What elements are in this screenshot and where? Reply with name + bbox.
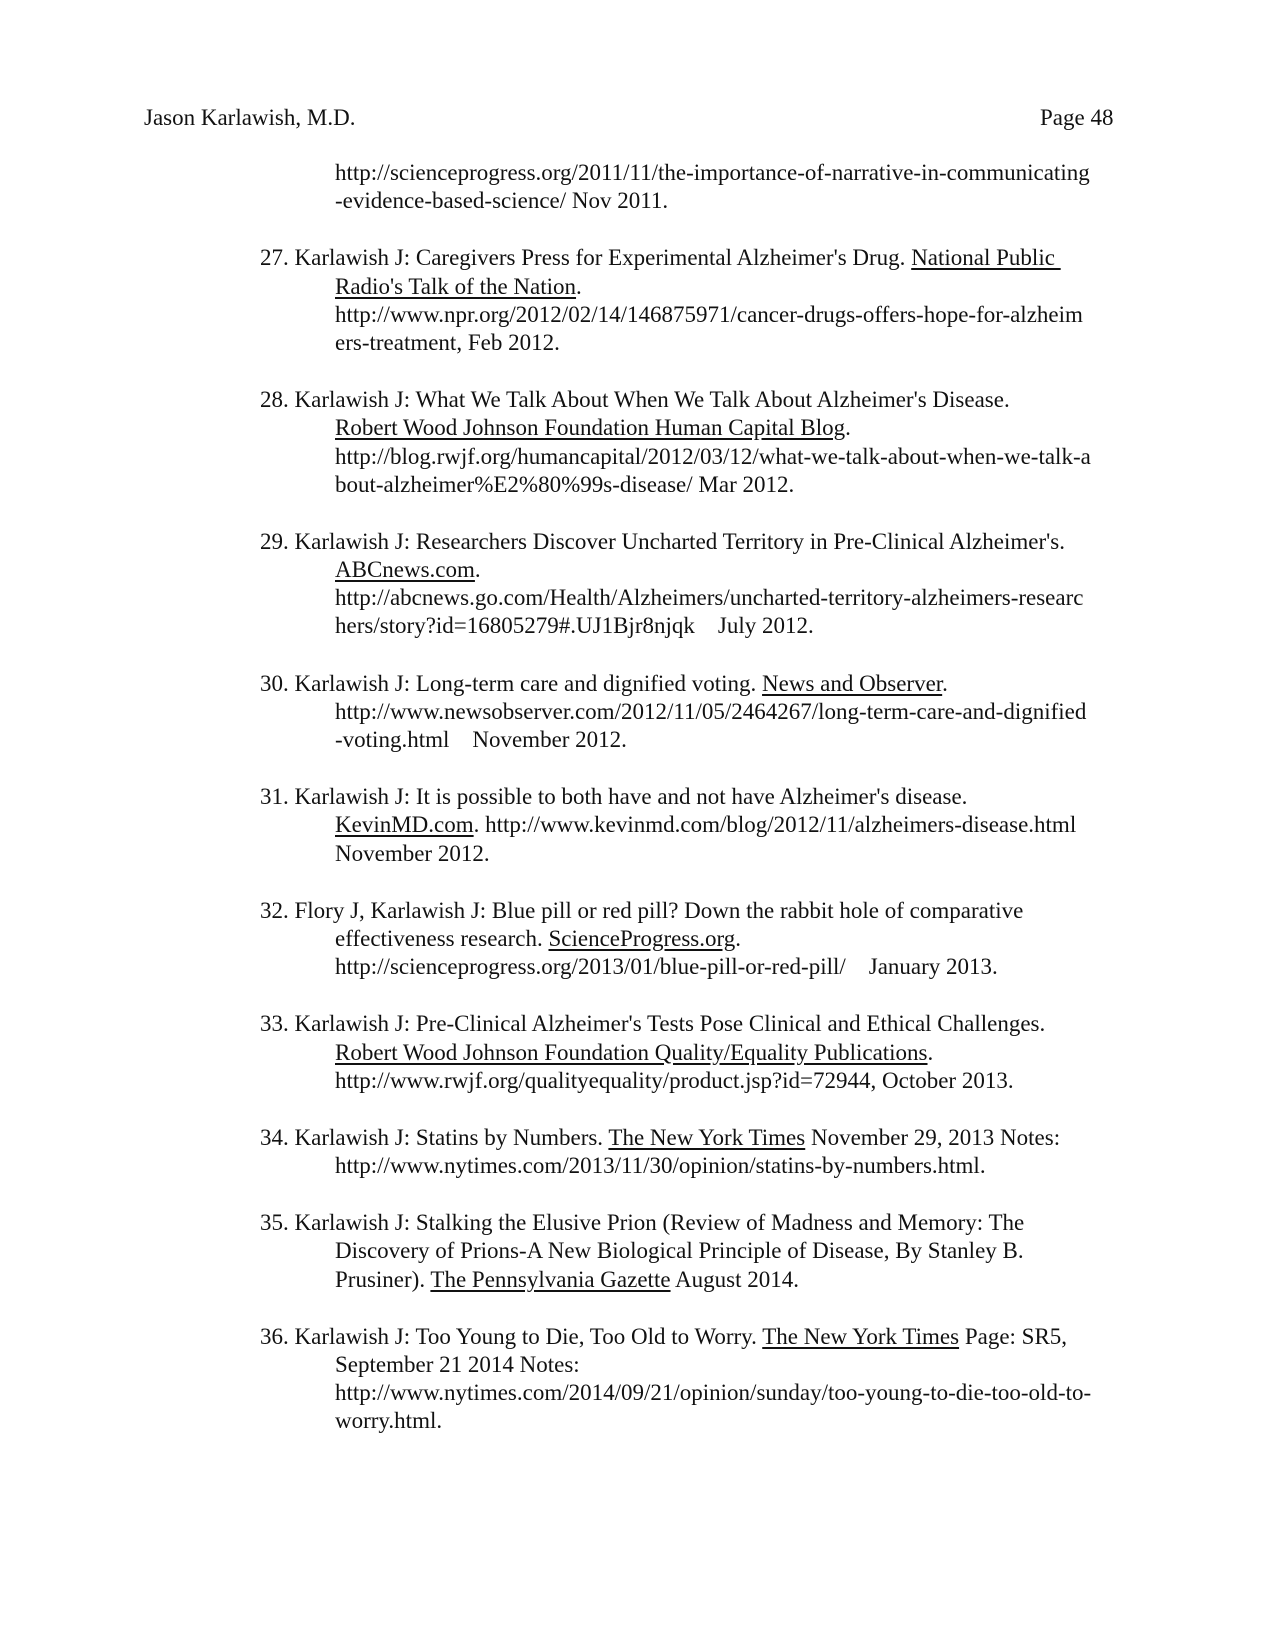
- publication-entry: [260, 528, 1160, 641]
- entry-text: http://abcnews.go.com/Health/Alzheimers/uncharted-territory-alzheimers-researc: [335, 585, 1084, 611]
- entry-line: [260, 897, 1160, 925]
- entry-text: .: [474, 557, 481, 583]
- entry-text: Karlawish J: Too Young to Die, Too Old to Worry.: [294, 1323, 763, 1349]
- publication-entry: [260, 1209, 1160, 1294]
- publication-source: KevinMD.com: [335, 812, 474, 838]
- publication-source: News and Observer: [762, 670, 943, 696]
- entry-line: [260, 783, 1160, 811]
- header-author: Jason Karlawish, M.D.: [144, 105, 356, 130]
- entry-text: http://scienceprogress.org/2013/01/blue-pill-or-red-pill/ January 2013.: [335, 954, 998, 980]
- entry-line: [260, 1209, 1160, 1237]
- publication-source: Robert Wood Johnson Foundation Human Capital Blog: [335, 415, 846, 441]
- entry-line: [260, 1351, 1160, 1379]
- entry-number: 36.: [260, 1323, 289, 1349]
- entry-number: 34.: [260, 1124, 289, 1150]
- entry-line: [260, 811, 1160, 839]
- entry-gap: [260, 1095, 1160, 1124]
- publication-source: The Pennsylvania Gazette: [430, 1266, 671, 1292]
- entry-gap: [260, 754, 1160, 783]
- entry-text: http://www.nytimes.com/2013/11/30/opinion/statins-by-numbers.html.: [335, 1153, 986, 1179]
- entry-line: [260, 1039, 1160, 1067]
- entry-line: [260, 273, 1160, 301]
- entry-text: -voting.html November 2012.: [335, 727, 627, 752]
- entry-text: http://www.npr.org/2012/02/14/146875971/cancer-drugs-offers-hope-for-alzheim: [335, 301, 1083, 327]
- entry-text: Karlawish J: Pre-Clinical Alzheimer's Tests Pose Clinical and Ethical Challenges.: [294, 1011, 1046, 1037]
- entry-number: 31.: [260, 784, 289, 810]
- entry-text: .: [845, 415, 851, 441]
- publication-entry: [260, 159, 1160, 215]
- entry-text: Prusiner).: [335, 1266, 431, 1292]
- entry-line: [260, 244, 1160, 272]
- page-number: Page 48: [1040, 105, 1114, 130]
- entry-text: Page: SR5,: [959, 1323, 1068, 1349]
- entry-text: http://scienceprogress.org/2011/11/the-importance-of-narrative-in-communicating: [335, 160, 1090, 185]
- entry-text: effectiveness research.: [335, 925, 549, 951]
- entry-line: [260, 925, 1160, 953]
- publication-entry: [260, 670, 1160, 755]
- entry-gap: [260, 357, 1160, 386]
- entry-line: [260, 329, 1160, 357]
- entry-line: [260, 612, 1160, 640]
- entry-gap: [260, 499, 1160, 528]
- publication-entry: [260, 783, 1160, 868]
- entry-line: [260, 584, 1160, 612]
- entry-line: [260, 1124, 1160, 1152]
- entry-line: [260, 159, 1160, 187]
- entry-text: http://www.rwjf.org/qualityequality/product.jsp?id=72944, October 2013.: [335, 1067, 1014, 1093]
- entry-line: [260, 1067, 1160, 1095]
- entry-line: [260, 953, 1160, 981]
- entry-line: [260, 301, 1160, 329]
- publication-entry: [260, 897, 1160, 982]
- entry-line: [260, 1323, 1160, 1351]
- publication-source: Radio's Talk of the Nation: [335, 273, 577, 299]
- entry-text: November 29, 2013 Notes:: [805, 1124, 1061, 1150]
- entry-text: September 21 2014 Notes:: [335, 1352, 580, 1377]
- entry-line: [260, 1266, 1160, 1294]
- publication-source: ABCnews.com: [335, 557, 475, 583]
- entry-line: [260, 1010, 1160, 1038]
- entry-number: 30.: [260, 670, 289, 696]
- entry-line: [260, 528, 1160, 556]
- entry-number: 28.: [260, 387, 289, 413]
- entry-gap: [260, 868, 1160, 897]
- entry-text: Karlawish J: What We Talk About When We Talk About Alzheimer's Disease.: [294, 387, 1010, 413]
- publication-source: National Public: [911, 245, 1061, 271]
- publication-source: The New York Times: [608, 1124, 806, 1150]
- entry-line: [260, 187, 1160, 215]
- entry-line: [260, 443, 1160, 471]
- entry-gap: [260, 1294, 1160, 1323]
- entry-gap: [260, 1180, 1160, 1209]
- entry-text: -evidence-based-science/ Nov 2011.: [335, 188, 669, 214]
- entry-text: bout-alzheimer%E2%80%99s-disease/ Mar 2012.: [335, 471, 795, 497]
- entry-line: [260, 1152, 1160, 1180]
- entry-text: http://www.nytimes.com/2014/09/21/opinion/sunday/too-young-to-die-too-old-to-: [335, 1380, 1092, 1406]
- entry-text: Karlawish J: It is possible to both have and not have Alzheimer's disease.: [294, 784, 968, 810]
- publication-list: [260, 159, 1160, 1436]
- publication-source: The New York Times: [762, 1323, 960, 1349]
- publication-entry: [260, 386, 1160, 499]
- entry-text: Discovery of Prions-A New Biological Principle of Disease, By Stanley B.: [335, 1238, 1024, 1264]
- entry-number: 32.: [260, 897, 289, 923]
- entry-line: [260, 726, 1160, 754]
- entry-text: ers-treatment, Feb 2012.: [335, 329, 560, 355]
- entry-gap: [260, 641, 1160, 670]
- entry-text: Karlawish J: Stalking the Elusive Prion (Review of Madness and Memory: The: [294, 1210, 1025, 1236]
- entry-line: [260, 840, 1160, 868]
- entry-text: November 2012.: [335, 840, 490, 866]
- entry-line: [260, 414, 1160, 442]
- entry-text: hers/story?id=16805279#.UJ1Bjr8njqk July 2012.: [335, 613, 814, 639]
- entry-number: 35.: [260, 1210, 289, 1236]
- entry-text: .: [735, 925, 741, 951]
- entry-text: Karlawish J: Researchers Discover Uncharted Territory in Pre-Clinical Alzheimer's.: [294, 528, 1065, 554]
- entry-gap: [260, 981, 1160, 1010]
- publication-source: Robert Wood Johnson Foundation Quality/Equality Publications: [335, 1039, 928, 1065]
- publication-entry: [260, 1010, 1160, 1095]
- entry-text: . http://www.kevinmd.com/blog/2012/11/alzheimers-disease.html: [473, 812, 1077, 838]
- entry-line: [260, 386, 1160, 414]
- publication-entry: [260, 1323, 1160, 1436]
- publication-source: ScienceProgress.org: [548, 925, 736, 951]
- entry-text: .: [576, 273, 582, 299]
- entry-number: 29.: [260, 528, 289, 554]
- entry-gap: [260, 215, 1160, 244]
- publication-entry: [260, 244, 1160, 357]
- publication-entry: [260, 1124, 1160, 1180]
- entry-line: [260, 1379, 1160, 1407]
- entry-number: 27.: [260, 245, 289, 271]
- entry-line: [260, 471, 1160, 499]
- entry-text: .: [942, 670, 948, 696]
- entry-text: August 2014.: [670, 1266, 799, 1292]
- entry-text: http://www.newsobserver.com/2012/11/05/2464267/long-term-care-and-dignified: [335, 698, 1087, 724]
- entry-line: [260, 670, 1160, 698]
- entry-text: Karlawish J: Long-term care and dignified voting.: [294, 670, 763, 696]
- entry-line: [260, 1407, 1160, 1435]
- entry-line: [260, 698, 1160, 726]
- entry-text: Flory J, Karlawish J: Blue pill or red pill? Down the rabbit hole of comparative: [294, 897, 1024, 923]
- entry-text: Karlawish J: Statins by Numbers.: [294, 1124, 609, 1150]
- entry-line: [260, 1237, 1160, 1265]
- entry-text: .: [927, 1039, 934, 1065]
- entry-text: http://blog.rwjf.org/humancapital/2012/03/12/what-we-talk-about-when-we-talk-a: [335, 443, 1091, 469]
- entry-line: [260, 556, 1160, 584]
- entry-text: worry.html.: [335, 1408, 443, 1434]
- entry-text: Karlawish J: Caregivers Press for Experimental Alzheimer's Drug.: [294, 245, 912, 271]
- entry-number: 33.: [260, 1011, 289, 1037]
